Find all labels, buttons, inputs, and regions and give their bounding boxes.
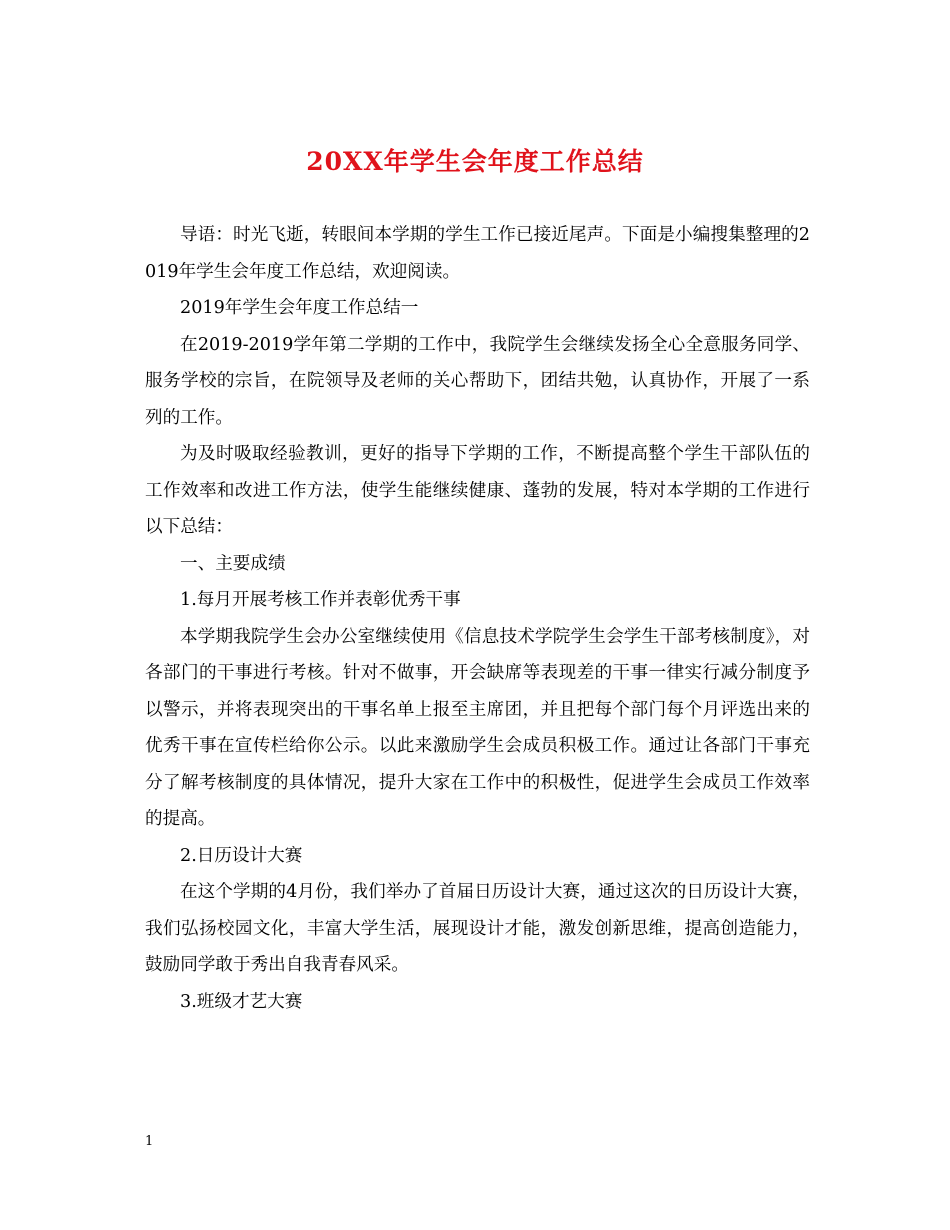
paragraph-item-2: 在这个学期的4月份，我们举办了首届日历设计大赛，通过这次的日历设计大赛，我们弘扬校园文化，丰富大学生活，展现设计才能，激发创新思维，提高创造能力，鼓励同学敢于秀出自我青春风采。 — [145, 882, 810, 975]
heading-item-2: 2.日历设计大赛 — [180, 845, 303, 866]
paragraph-section-title: 2019年学生会年度工作总结一 — [180, 298, 419, 318]
heading-item-1: 1.每月开展考核工作并表彰优秀干事 — [180, 590, 461, 610]
document-title: 20XX年学生会年度工作总结 — [306, 147, 644, 176]
paragraph-overview: 在2019-2019学年第二学期的工作中，我院学生会继续发扬全心全意服务同学、服务学校的宗旨，在院领导及老师的关心帮助下，团结共勉，认真协作，开展了一系列的工作。 — [145, 334, 810, 428]
page-number: 1 — [145, 1134, 154, 1149]
paragraph-purpose: 为及时吸取经验教训，更好的指导下学期的工作，不断提高整个学生干部队伍的工作效率和改进工作方法，使学生能继续健康、蓬勃的发展，特对本学期的工作进行以下总结： — [145, 444, 810, 537]
heading-main-achievements: 一、主要成绩 — [180, 553, 286, 574]
paragraph-item-1: 本学期我院学生会办公室继续使用《信息技术学院学生会学生干部考核制度》，对各部门的干事进行考核。针对不做事，开会缺席等表现差的干事一律实行减分制度予以警示，并将表现突出的干事名单上报至主席团，并且把每个部门每个月评选出来的优秀干事在宣传栏给你公示。以此来激励学生会成员积极工作。通过让各部门干事充分了解考核制度的具体情况，提升大家在工作中的积极性，促进学生会成员工作效率的提高。 — [145, 626, 810, 829]
heading-item-3: 3.班级才艺大赛 — [180, 991, 303, 1012]
document-body — [145, 217, 810, 1020]
paragraph-intro: 导语：时光飞逝，转眼间本学期的学生工作已接近尾声。下面是小编搜集整理的2019年学生会年度工作总结，欢迎阅读。 — [145, 225, 810, 282]
